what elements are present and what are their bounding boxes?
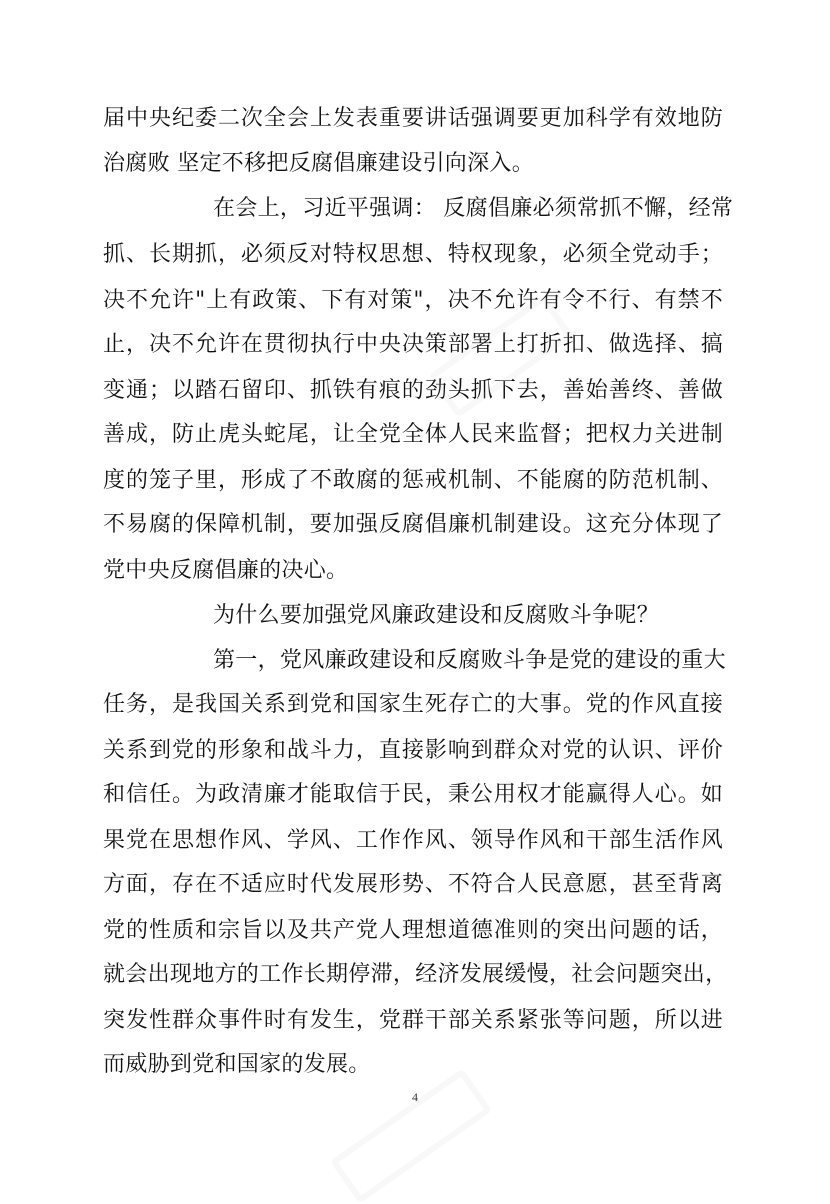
text-line: 方面，存在不适应时代发展形势、不符合人民意愿，甚至背离 [103,872,723,897]
text-line: 度的笼子里，形成了不敢腐的惩戒机制、不能腐的防范机制、 [103,468,723,493]
text-line: 任务，是我国关系到党和国家生死存亡的大事。党的作风直接 [103,692,723,717]
text-line: 届中央纪委二次全会上发表重要讲话强调要更加科学有效地防 [103,106,723,131]
text-line: 变通；以踏石留印、抓铁有痕的劲头抓下去，善始善终、善做 [103,378,723,403]
text-line: 关系到党的形象和战斗力，直接影响到群众对党的认识、评价 [103,738,723,763]
text-line: 治腐败 坚定不移把反腐倡廉建设引向深入。 [103,151,534,176]
text-line: 抓、长期抓，必须反对特权思想、特权现象，必须全党动手； [103,242,723,267]
text-line: 党中央反腐倡廉的决心。 [103,558,349,583]
text-line: 果党在思想作风、学风、工作作风、领导作风和干部生活作风 [103,828,723,853]
paragraph-heading-line: 为什么要加强党风廉政建设和反腐败斗争呢？ [213,603,660,628]
text-line: 决不允许"上有政策、下有对策"，决不允许有令不行、有禁不 [103,288,723,313]
paragraph-start-line: 第一，党风廉政建设和反腐败斗争是党的建设的重大 [213,648,726,673]
text-line: 而威胁到党和国家的发展。 [103,1052,371,1077]
page-number: 4 [412,1090,418,1104]
text-line: 止，决不允许在贯彻执行中央决策部署上打折扣、做选择、搞 [103,332,723,357]
watermark-mark [330,1068,493,1204]
text-line: 党的性质和宗旨以及共产党人理想道德准则的突出问题的话， [103,918,723,943]
text-line: 就会出现地方的工作长期停滞，经济发展缓慢，社会问题突出， [103,962,728,987]
text-line: 不易腐的保障机制，要加强反腐倡廉机制建设。这充分体现了 [103,512,723,537]
text-line: 突发性群众事件时有发生，党群干部关系紧张等问题，所以进 [103,1008,723,1033]
paragraph-start-line: 在会上，习近平强调： 反腐倡廉必须常抓不懈，经常 [213,196,734,221]
text-line: 和信任。为政清廉才能取信于民，秉公用权才能赢得人心。如 [103,782,723,807]
text-line: 善成，防止虎头蛇尾，让全党全体人民来监督；把权力关进制 [103,422,723,447]
